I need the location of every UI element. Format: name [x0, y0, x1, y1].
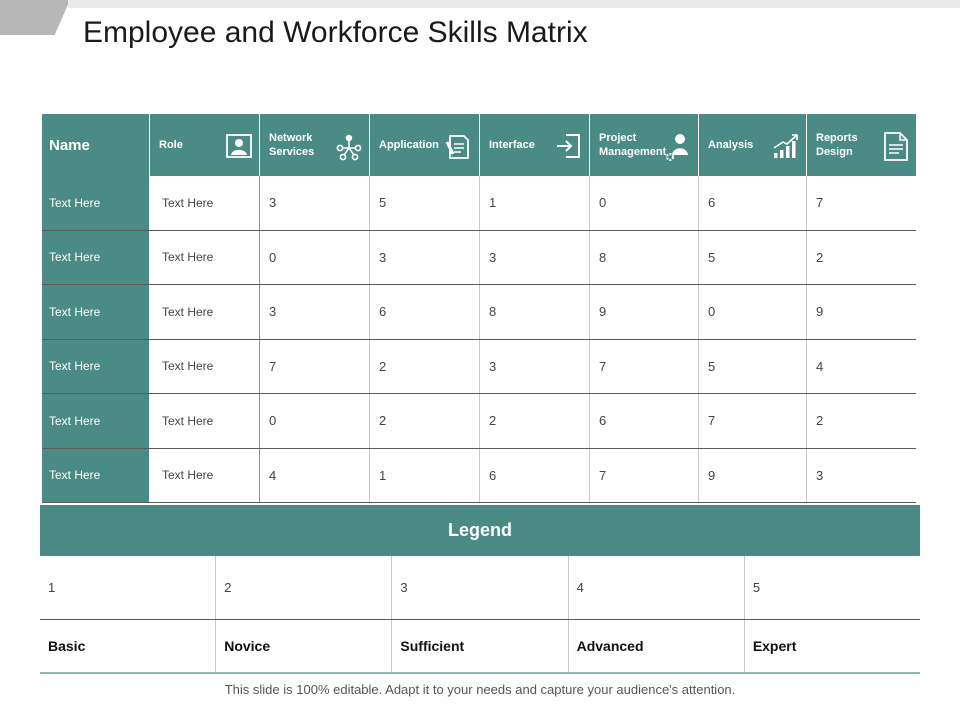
legend-level-number: 3: [392, 556, 568, 619]
score-project: 9: [590, 285, 699, 339]
score-analysis: 6: [699, 176, 807, 230]
legend-level-label: Basic: [40, 620, 216, 672]
score-application: 6: [370, 285, 480, 339]
score-project: 7: [590, 340, 699, 394]
corner-accent: [0, 0, 70, 35]
skills-matrix: [42, 114, 916, 503]
legend-level-number: 2: [216, 556, 392, 619]
score-reports: 3: [816, 467, 824, 483]
user-id-icon: [224, 130, 254, 162]
legend-level-number: 4: [569, 556, 745, 619]
score-analysis: 5: [699, 340, 807, 394]
legend-level-label: Expert: [752, 638, 797, 654]
legend-level-label: Novice: [216, 620, 392, 672]
header-network-services: [260, 114, 370, 176]
employee-role: Text Here: [150, 285, 260, 339]
score-reports: 7: [816, 195, 824, 211]
employee-role: Text Here: [150, 394, 260, 448]
table-row: [42, 231, 916, 286]
score-network: 0: [260, 394, 370, 448]
employee-name: Text Here: [42, 394, 150, 448]
document-pen-icon: [444, 130, 474, 162]
score-network: 4: [260, 449, 370, 503]
matrix-body: [42, 176, 916, 503]
score-interface: 8: [480, 285, 590, 339]
score-reports: 4: [816, 358, 824, 374]
employee-name: Text Here: [42, 449, 150, 503]
table-row: [42, 285, 916, 340]
score-application: 1: [370, 449, 480, 503]
score-interface: 3: [480, 231, 590, 285]
score-network: 7: [260, 340, 370, 394]
table-row: [42, 340, 916, 395]
score-reports: 9: [816, 304, 824, 320]
employee-role: Text Here: [150, 176, 260, 230]
network-icon: [334, 130, 364, 162]
legend: [40, 505, 920, 674]
header-application: [370, 114, 480, 176]
header-reports-design: [807, 114, 916, 176]
score-application: 2: [370, 340, 480, 394]
footer-note: This slide is 100% editable. Adapt it to your needs and capture your audience's attention.: [224, 682, 736, 697]
page-title: Employee and Workforce Skills Matrix: [83, 16, 588, 49]
table-row: [42, 394, 916, 449]
manager-gear-icon: [663, 130, 693, 162]
score-analysis: 9: [699, 449, 807, 503]
header-analysis: [699, 114, 807, 176]
score-reports: 2: [816, 413, 824, 429]
score-project: 7: [590, 449, 699, 503]
table-row: [42, 176, 916, 231]
score-analysis: 5: [699, 231, 807, 285]
header-name: [42, 114, 150, 176]
employee-role: Text Here: [150, 231, 260, 285]
table-row: [42, 449, 916, 504]
header-interface-label: Interface: [489, 139, 535, 151]
score-reports: 2: [816, 249, 824, 265]
score-interface: 3: [480, 340, 590, 394]
score-interface: 1: [480, 176, 590, 230]
header-interface: [480, 114, 590, 176]
growth-chart-icon: [771, 130, 801, 162]
legend-title: Legend: [40, 505, 920, 556]
report-document-icon: [881, 130, 911, 162]
score-interface: 2: [480, 394, 590, 448]
score-application: 5: [370, 176, 480, 230]
header-role-label: Role: [159, 139, 183, 151]
header-role: [150, 114, 260, 176]
header-reports-label: Reports Design: [816, 132, 858, 158]
header-network-label: Network Services: [269, 132, 315, 158]
top-band: [68, 0, 960, 8]
header-analysis-label: Analysis: [708, 139, 754, 151]
score-analysis: 0: [699, 285, 807, 339]
legend-level-label: Advanced: [569, 620, 745, 672]
score-analysis: 7: [699, 394, 807, 448]
employee-role: Text Here: [150, 340, 260, 394]
score-network: 3: [260, 176, 370, 230]
score-project: 6: [590, 394, 699, 448]
score-application: 3: [370, 231, 480, 285]
login-icon: [554, 130, 584, 162]
score-project: 8: [590, 231, 699, 285]
legend-level-number: 5: [752, 580, 761, 595]
employee-name: Text Here: [42, 340, 150, 394]
legend-levels-row: [40, 556, 920, 620]
matrix-header-row: [42, 114, 916, 176]
header-name-label: Name: [49, 136, 90, 154]
legend-level-number: 1: [40, 556, 216, 619]
header-project-management: [590, 114, 699, 176]
score-project: 0: [590, 176, 699, 230]
header-application-label: Application: [379, 139, 439, 151]
legend-level-label: Sufficient: [392, 620, 568, 672]
score-network: 0: [260, 231, 370, 285]
score-interface: 6: [480, 449, 590, 503]
employee-name: Text Here: [42, 285, 150, 339]
employee-role: Text Here: [150, 449, 260, 503]
employee-name: Text Here: [42, 231, 150, 285]
legend-labels-row: [40, 620, 920, 674]
score-network: 3: [260, 285, 370, 339]
employee-name: Text Here: [42, 176, 150, 230]
header-project-label: Project Management: [599, 132, 667, 158]
score-application: 2: [370, 394, 480, 448]
